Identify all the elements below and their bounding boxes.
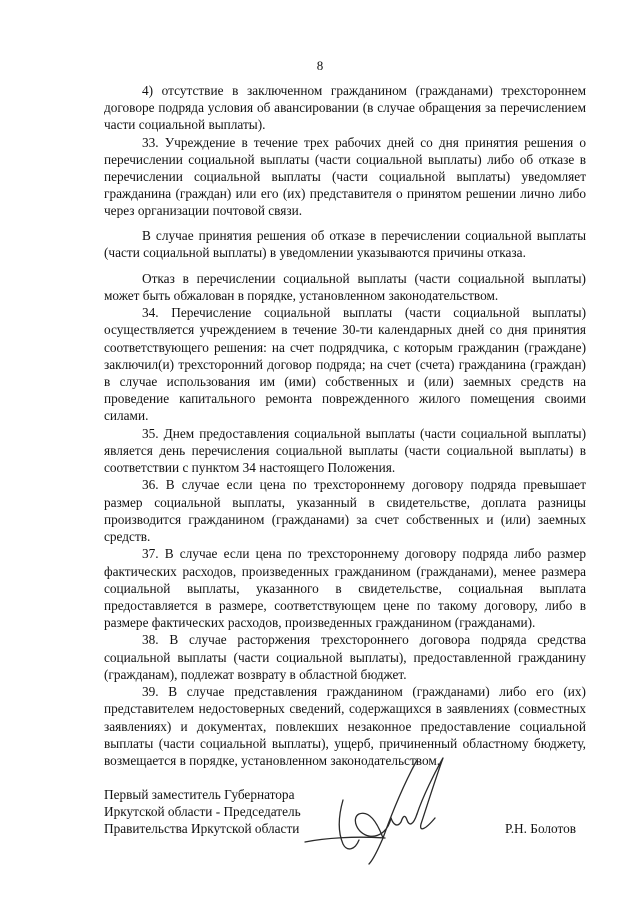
paragraph-33: 33. Учреждение в течение трех рабочих дней со дня принятия решения о перечислении социальной выплаты (части социальной выплаты) либо об отказе в перечислении социальной выплаты (части социальной выплаты) уведомляет гражданина (граждан) или его (их) представителя о принятом решении лично либо через организации почтовой связи. [104,134,586,219]
paragraph-item-4: 4) отсутствие в заключенном гражданином (гражданами) трехстороннем договоре подряда условия об авансировании (в случае обращения за перечислением части социальной выплаты). [104,83,586,133]
paragraph-38: 38. В случае расторжения трехстороннего договора подряда средства социальной выплаты (части социальной выплаты), предоставленной гражданину (гражданам), подлежат возврату в областной бюджет. [104,632,586,682]
document-body [104,82,586,769]
signatory-title-line-3: Правительства Иркутской области [104,821,300,837]
signatory-title [104,786,301,838]
signer-name: Р.Н. Болотов [505,821,577,836]
signatory-title-line-2: Иркутской области - Председатель [104,804,301,820]
paragraph-refusal-appeal: Отказ в перечислении социальной выплаты (части социальной выплаты) может быть обжалован в порядке, установленном законодательством. [104,270,586,303]
paragraph-36: 36. В случае если цена по трехстороннему договору подряда превышает размер социальной выплаты, указанный в свидетельстве, доплата разницы производится гражданином (гражданами) за счет собственных и (или) заемных средств. [104,477,586,544]
paragraph-35: 35. Днем предоставления социальной выплаты (части социальной выплаты) является день перечисления социальной выплаты (части социальной выплаты) в соответствии с пунктом 34 настоящего Положения. [104,425,586,475]
paragraph-37: 37. В случае если цена по трехстороннему договору подряда либо размер фактических расходов, произведенных гражданином (гражданами), менее размера социальной выплаты, указанного в свидетельстве, социальная выплата предоставляется в размере, соответствующем цене по такому договору, либо в размере фактических расходов, произведенных гражданином (гражданами). [104,546,586,630]
paragraph-refusal-reasons: В случае принятия решения об отказе в перечислении социальной выплаты (части социальной выплаты) в уведомлении указываются причины отказа. [104,228,586,261]
handwritten-signature [285,752,485,872]
paragraph-34: 34. Перечисление социальной выплаты (части социальной выплаты) осуществляется учреждением в течение 30-ти календарных дней со дня принятия соответствующего решения: на счет подрядчика, с которым гражданин (граждане) заключил(и) трехсторонний договор подряда; на счет (счета) гражданина (граждан) в случае использования им (ими) собственных и (или) заемных средств на проведение капитального ремонта поврежденного жилого помещения своими силами. [104,305,586,423]
signatory-title-line-1: Первый заместитель Губернатора [104,787,295,802]
paragraph-39: 39. В случае представления гражданином (гражданами) либо его (их) представителем недостоверных сведений, содержащихся в заявлениях (совместных заявлениях) и документах, повлекших незаконное предоставление социальной выплаты (части социальной выплаты), ущерб, причиненный областному бюджету, возмещается в порядке, установленном законодательством. [104,684,586,768]
page-number: 8 [316,58,324,73]
